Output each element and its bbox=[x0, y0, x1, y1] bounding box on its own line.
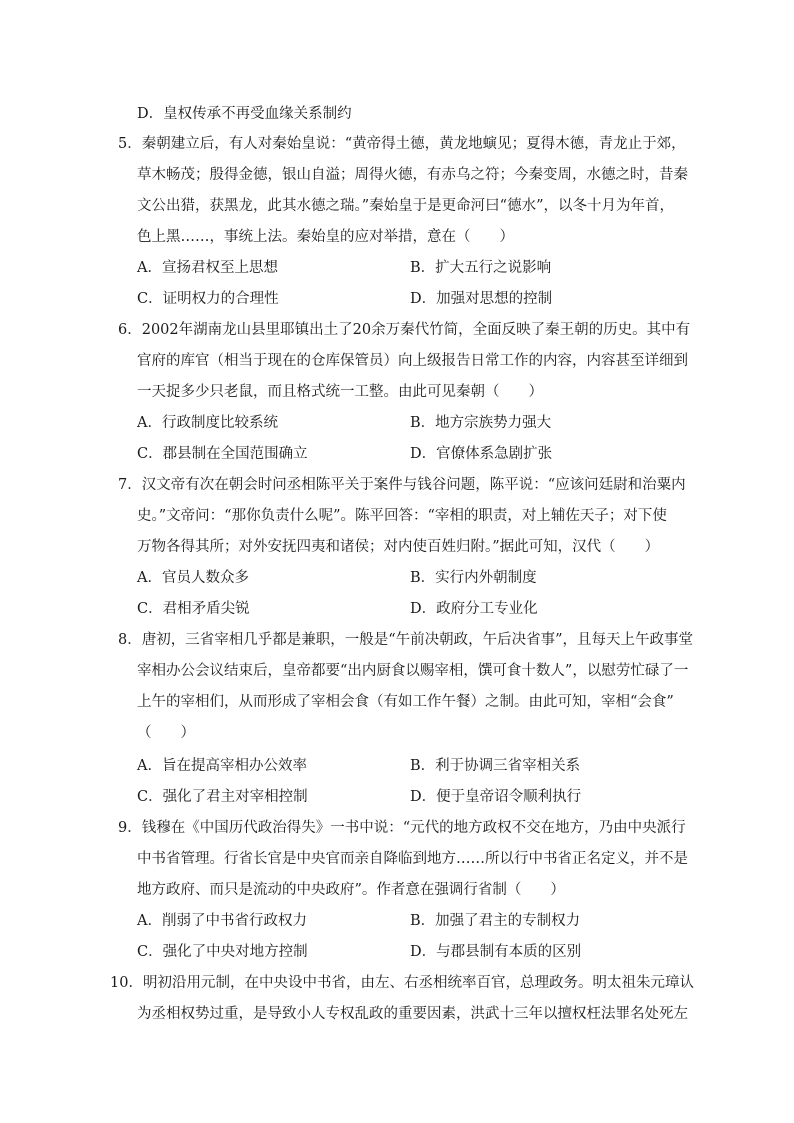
q9-option-d: D．与郡县制有本质的区别 bbox=[410, 944, 582, 960]
q8-stem-line-2: 宰相办公会议结束后，皇帝都要“出内厨食以赐宰相，馔可食十数人”，以慰劳忙碌了一 bbox=[137, 663, 689, 679]
q7-option-a: A．官员人数众多 bbox=[137, 570, 249, 586]
q5-option-b: B．扩大五行之说影响 bbox=[410, 260, 552, 276]
q8-option-b: B．利于协调三省宰相关系 bbox=[410, 758, 581, 774]
q6-stem-line-2: 官府的库官（相当于现在的仓库保管员）向上级报告日常工作的内容，内容甚至详细到 bbox=[137, 353, 688, 369]
q6-stem-line-1: 6．2002年湖南龙山县里耶镇出土了20余万秦代竹简，全面反映了秦王朝的历史。其中有 bbox=[118, 322, 691, 338]
q8-option-a: A．旨在提高宰相办公效率 bbox=[137, 758, 307, 774]
q10-stem-line-2: 为丞相权势过重，是导致小人专权乱政的重要因素，洪武十三年以擅权枉法罪名处死左 bbox=[137, 1006, 688, 1022]
q9-option-a: A．削弱了中书省行政权力 bbox=[137, 913, 307, 929]
q7-stem-line-3: 万物各得其所；对外安抚四夷和诸侯；对内使百姓归附。”据此可知，汉代（ ） bbox=[137, 539, 660, 555]
q7-option-c: C．君相矛盾尖锐 bbox=[137, 601, 250, 617]
q8-stem-line-4: （ ） bbox=[137, 725, 195, 741]
q7-stem-line-1: 7．汉文帝有次在朝会时问丞相陈平关于案件与钱谷问题，陈平说：“应该问廷尉和治粟内 bbox=[118, 477, 686, 493]
q10-stem-line-1: 10．明初沿用元制，在中央设中书省，由左、右丞相统率百官，总理政务。明太祖朱元璋认 bbox=[110, 975, 694, 991]
q8-stem-line-3: 上午的宰相们，从而形成了宰相会食（有如工作午餐）之制。由此可知，宰相“会食” bbox=[137, 694, 674, 710]
q6-option-a: A．行政制度比较系统 bbox=[137, 415, 278, 431]
q7-stem-line-2: 史。”文帝问：“那你负责什么呢”。陈平回答：“宰相的职责，对上辅佐天子；对下使 bbox=[137, 508, 667, 524]
q4-option-d: D．皇权传承不再受血缘关系制约 bbox=[137, 106, 352, 122]
q8-stem-line-1: 8．唐初，三省宰相几乎都是兼职，一般是“午前决朝政，午后决省事”，且每天上午政事堂 bbox=[118, 632, 694, 648]
q7-option-b: B．实行内外朝制度 bbox=[410, 570, 537, 586]
q9-stem-line-2: 中书省管理。行省长官是中央官而亲自降临到地方……所以行中书省正名定义，并不是 bbox=[137, 851, 688, 867]
q9-option-c: C．强化了中央对地方控制 bbox=[137, 944, 308, 960]
q8-option-c: C．强化了君主对宰相控制 bbox=[137, 789, 308, 805]
q5-stem-line-3: 文公出猎，获黑龙，此其水德之瑞。”秦始皇于是更命河曰“德水”，以冬十月为年首， bbox=[137, 198, 674, 214]
q5-option-d: D．加强对思想的控制 bbox=[410, 291, 553, 307]
q6-stem-line-3: 一天捉多少只老鼠，而且格式统一工整。由此可见秦朝（ ） bbox=[137, 384, 543, 400]
q5-stem-line-4: 色上黑……，事统上法。秦始皇的应对举措，意在（ ） bbox=[137, 229, 514, 245]
q5-option-c: C．证明权力的合理性 bbox=[137, 291, 279, 307]
q6-option-b: B．地方宗族势力强大 bbox=[410, 415, 552, 431]
q5-stem-line-2: 草木畅茂；殷得金德，银山自溢；周得火德，有赤乌之符；今秦变周，水德之时，昔秦 bbox=[137, 167, 688, 183]
q6-option-d: D．官僚体系急剧扩张 bbox=[410, 446, 553, 462]
q9-stem-line-3: 地方政府、而只是流动的中央政府”。作者意在强调行省制（ ） bbox=[137, 882, 565, 898]
q5-stem-line-1: 5．秦朝建立后，有人对秦始皇说：“黄帝得土德，黄龙地螾见；夏得木德，青龙止于郊， bbox=[118, 136, 686, 152]
q9-option-b: B．加强了君主的专制权力 bbox=[410, 913, 581, 929]
q6-option-c: C．郡县制在全国范围确立 bbox=[137, 446, 308, 462]
q7-option-d: D．政府分工专业化 bbox=[410, 601, 538, 617]
q8-option-d: D．便于皇帝诏令顺利执行 bbox=[410, 789, 582, 805]
q9-stem-line-1: 9．钱穆在《中国历代政治得失》一书中说：“元代的地方政权不交在地方，乃由中央派行 bbox=[118, 820, 686, 836]
q5-option-a: A．宣扬君权至上思想 bbox=[137, 260, 278, 276]
